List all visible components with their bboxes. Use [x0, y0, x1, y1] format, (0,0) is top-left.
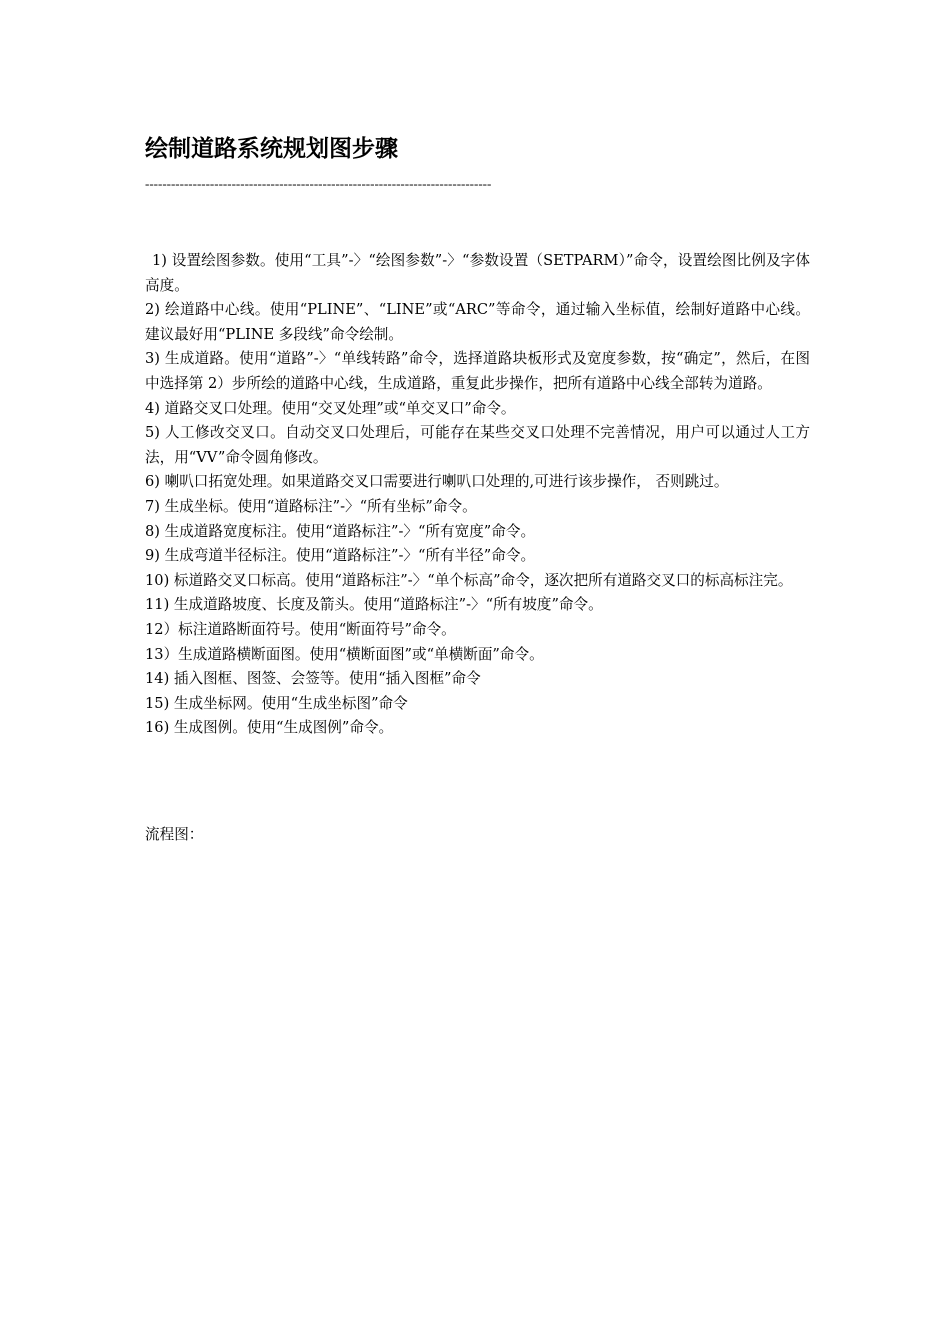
- step-item: 1) 设置绘图参数。使用“工具”-〉“绘图参数”-〉“参数设置（SETPARM）”命令，设置绘图比例及字体高度。: [145, 252, 810, 294]
- step-item: 16) 生成图例。使用“生成图例”命令。: [145, 719, 394, 737]
- step-item: 12）标注道路断面符号。使用“断面符号”命令。: [145, 620, 456, 638]
- title-divider: --------------------------------------------------------------------------------: [145, 176, 492, 191]
- step-item: 8) 生成道路宽度标注。使用“道路标注”-〉“所有宽度”命令。: [145, 522, 536, 540]
- step-item: 6) 喇叭口拓宽处理。如果道路交叉口需要进行喇叭口处理的,可进行该步操作， 否则跳过。: [145, 473, 729, 491]
- step-item: 3) 生成道路。使用“道路”-〉“单线转路”命令，选择道路块板形式及宽度参数，按“确定”，然后，在图中选择第 2）步所绘的道路中心线，生成道路，重复此步操作，把所有道路中心线全部转为道路。: [145, 350, 810, 392]
- step-item: 7) 生成坐标。使用“道路标注”-〉“所有坐标”命令。: [145, 497, 477, 515]
- step-item: 15) 生成坐标网。使用“生成坐标图”命令: [145, 694, 408, 712]
- step-item: 11) 生成道路坡度、长度及箭头。使用“道路标注”-〉“所有坡度”命令。: [145, 596, 603, 614]
- step-item: 14) 插入图框、图签、会签等。使用“插入图框”命令: [145, 670, 481, 688]
- flowchart-label: 流程图：: [145, 826, 204, 843]
- document-title: 绘制道路系统规划图步骤: [145, 136, 398, 162]
- step-item: 4) 道路交叉口处理。使用“交叉处理”或“单交叉口”命令。: [145, 399, 516, 417]
- step-item: 9) 生成弯道半径标注。使用“道路标注”-〉“所有半径”命令。: [145, 547, 536, 565]
- step-item: 13）生成道路横断面图。使用“横断面图”或“单横断面”命令。: [145, 645, 544, 663]
- step-item: 5) 人工修改交叉口。自动交叉口处理后，可能存在某些交叉口处理不完善情况，用户可以通过人工方法，用“VV”命令圆角修改。: [145, 424, 810, 466]
- step-item: 10) 标道路交叉口标高。使用“道路标注”-〉“单个标高”命令，逐次把所有道路交叉口的标高标注完。: [145, 571, 793, 589]
- steps-list: [145, 249, 810, 741]
- step-item: 2) 绘道路中心线。使用“PLINE”、“LINE”或“ARC”等命令，通过输入坐标值，绘制好道路中心线。建议最好用“PLINE 多段线”命令绘制。: [145, 301, 810, 343]
